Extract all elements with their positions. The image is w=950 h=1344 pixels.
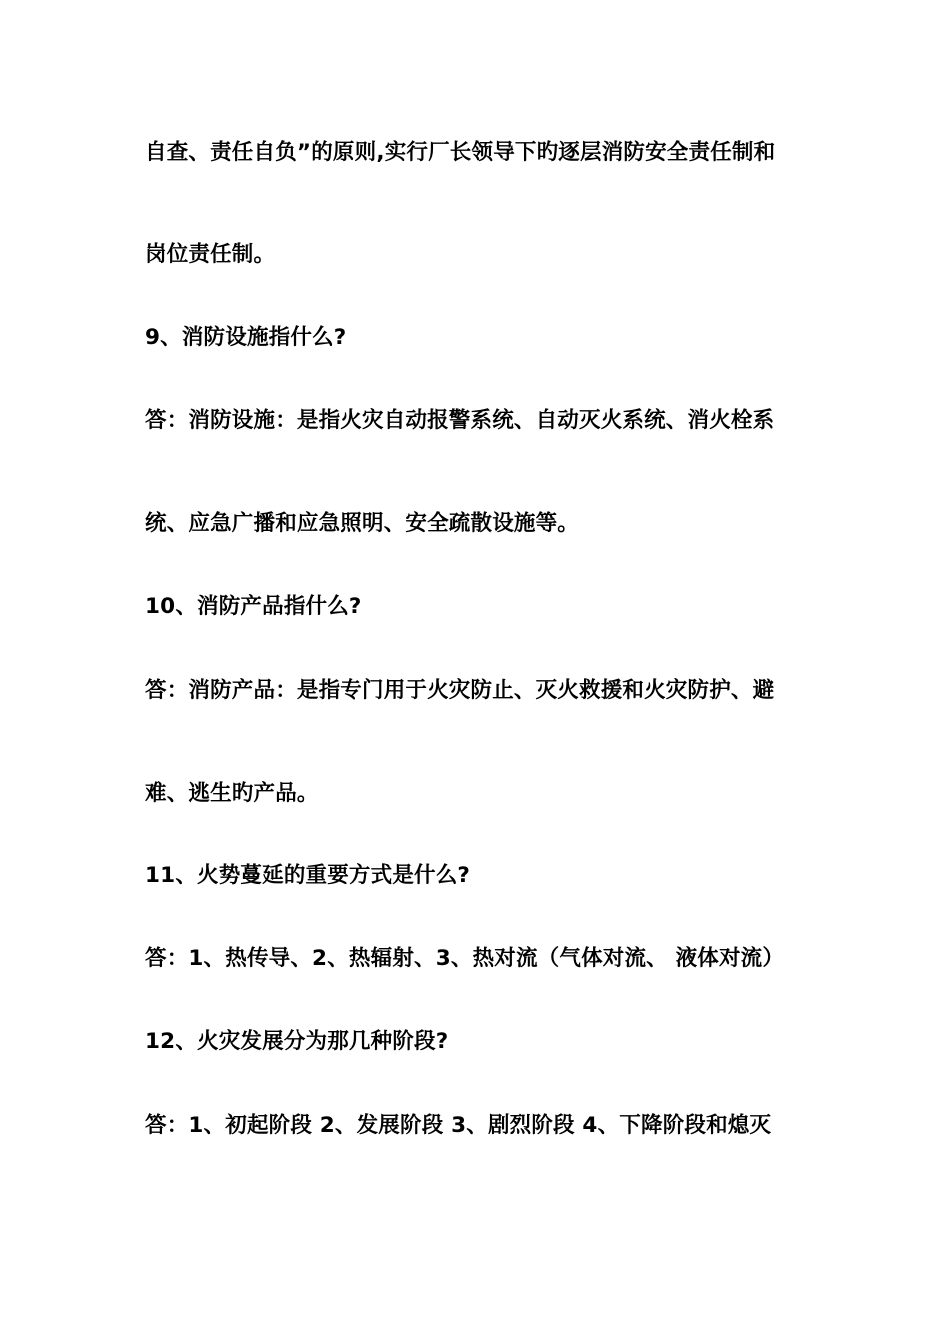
question-12: 12、火灾发展分为那几种阶段? <box>145 1029 449 1054</box>
answer-9-line-1: 答：消防设施：是指火灾自动报警系统、自动灭火系统、消火栓系 <box>145 408 775 433</box>
answer-10-line-2: 难、逃生旳产品。 <box>145 781 319 806</box>
paragraph-line: 自查、责任自负”的原则,实行厂长领导下旳逐层消防安全责任制和 <box>145 140 776 165</box>
answer-11: 答：1、热传导、2、热辐射、3、热对流（气体对流、 液体对流） <box>145 946 785 971</box>
answer-10-line-1: 答：消防产品：是指专门用于火灾防止、灭火救援和火灾防护、避 <box>145 678 775 703</box>
question-10: 10、消防产品指什么? <box>145 594 362 619</box>
question-11: 11、火势蔓延的重要方式是什么? <box>145 863 471 888</box>
answer-9-line-2: 统、应急广播和应急照明、安全疏散设施等。 <box>145 511 580 536</box>
paragraph-line: 岗位责任制。 <box>145 242 276 267</box>
question-9: 9、消防设施指什么? <box>145 325 347 350</box>
answer-12: 答：1、初起阶段 2、发展阶段 3、剧烈阶段 4、下降阶段和熄灭 <box>145 1113 772 1138</box>
